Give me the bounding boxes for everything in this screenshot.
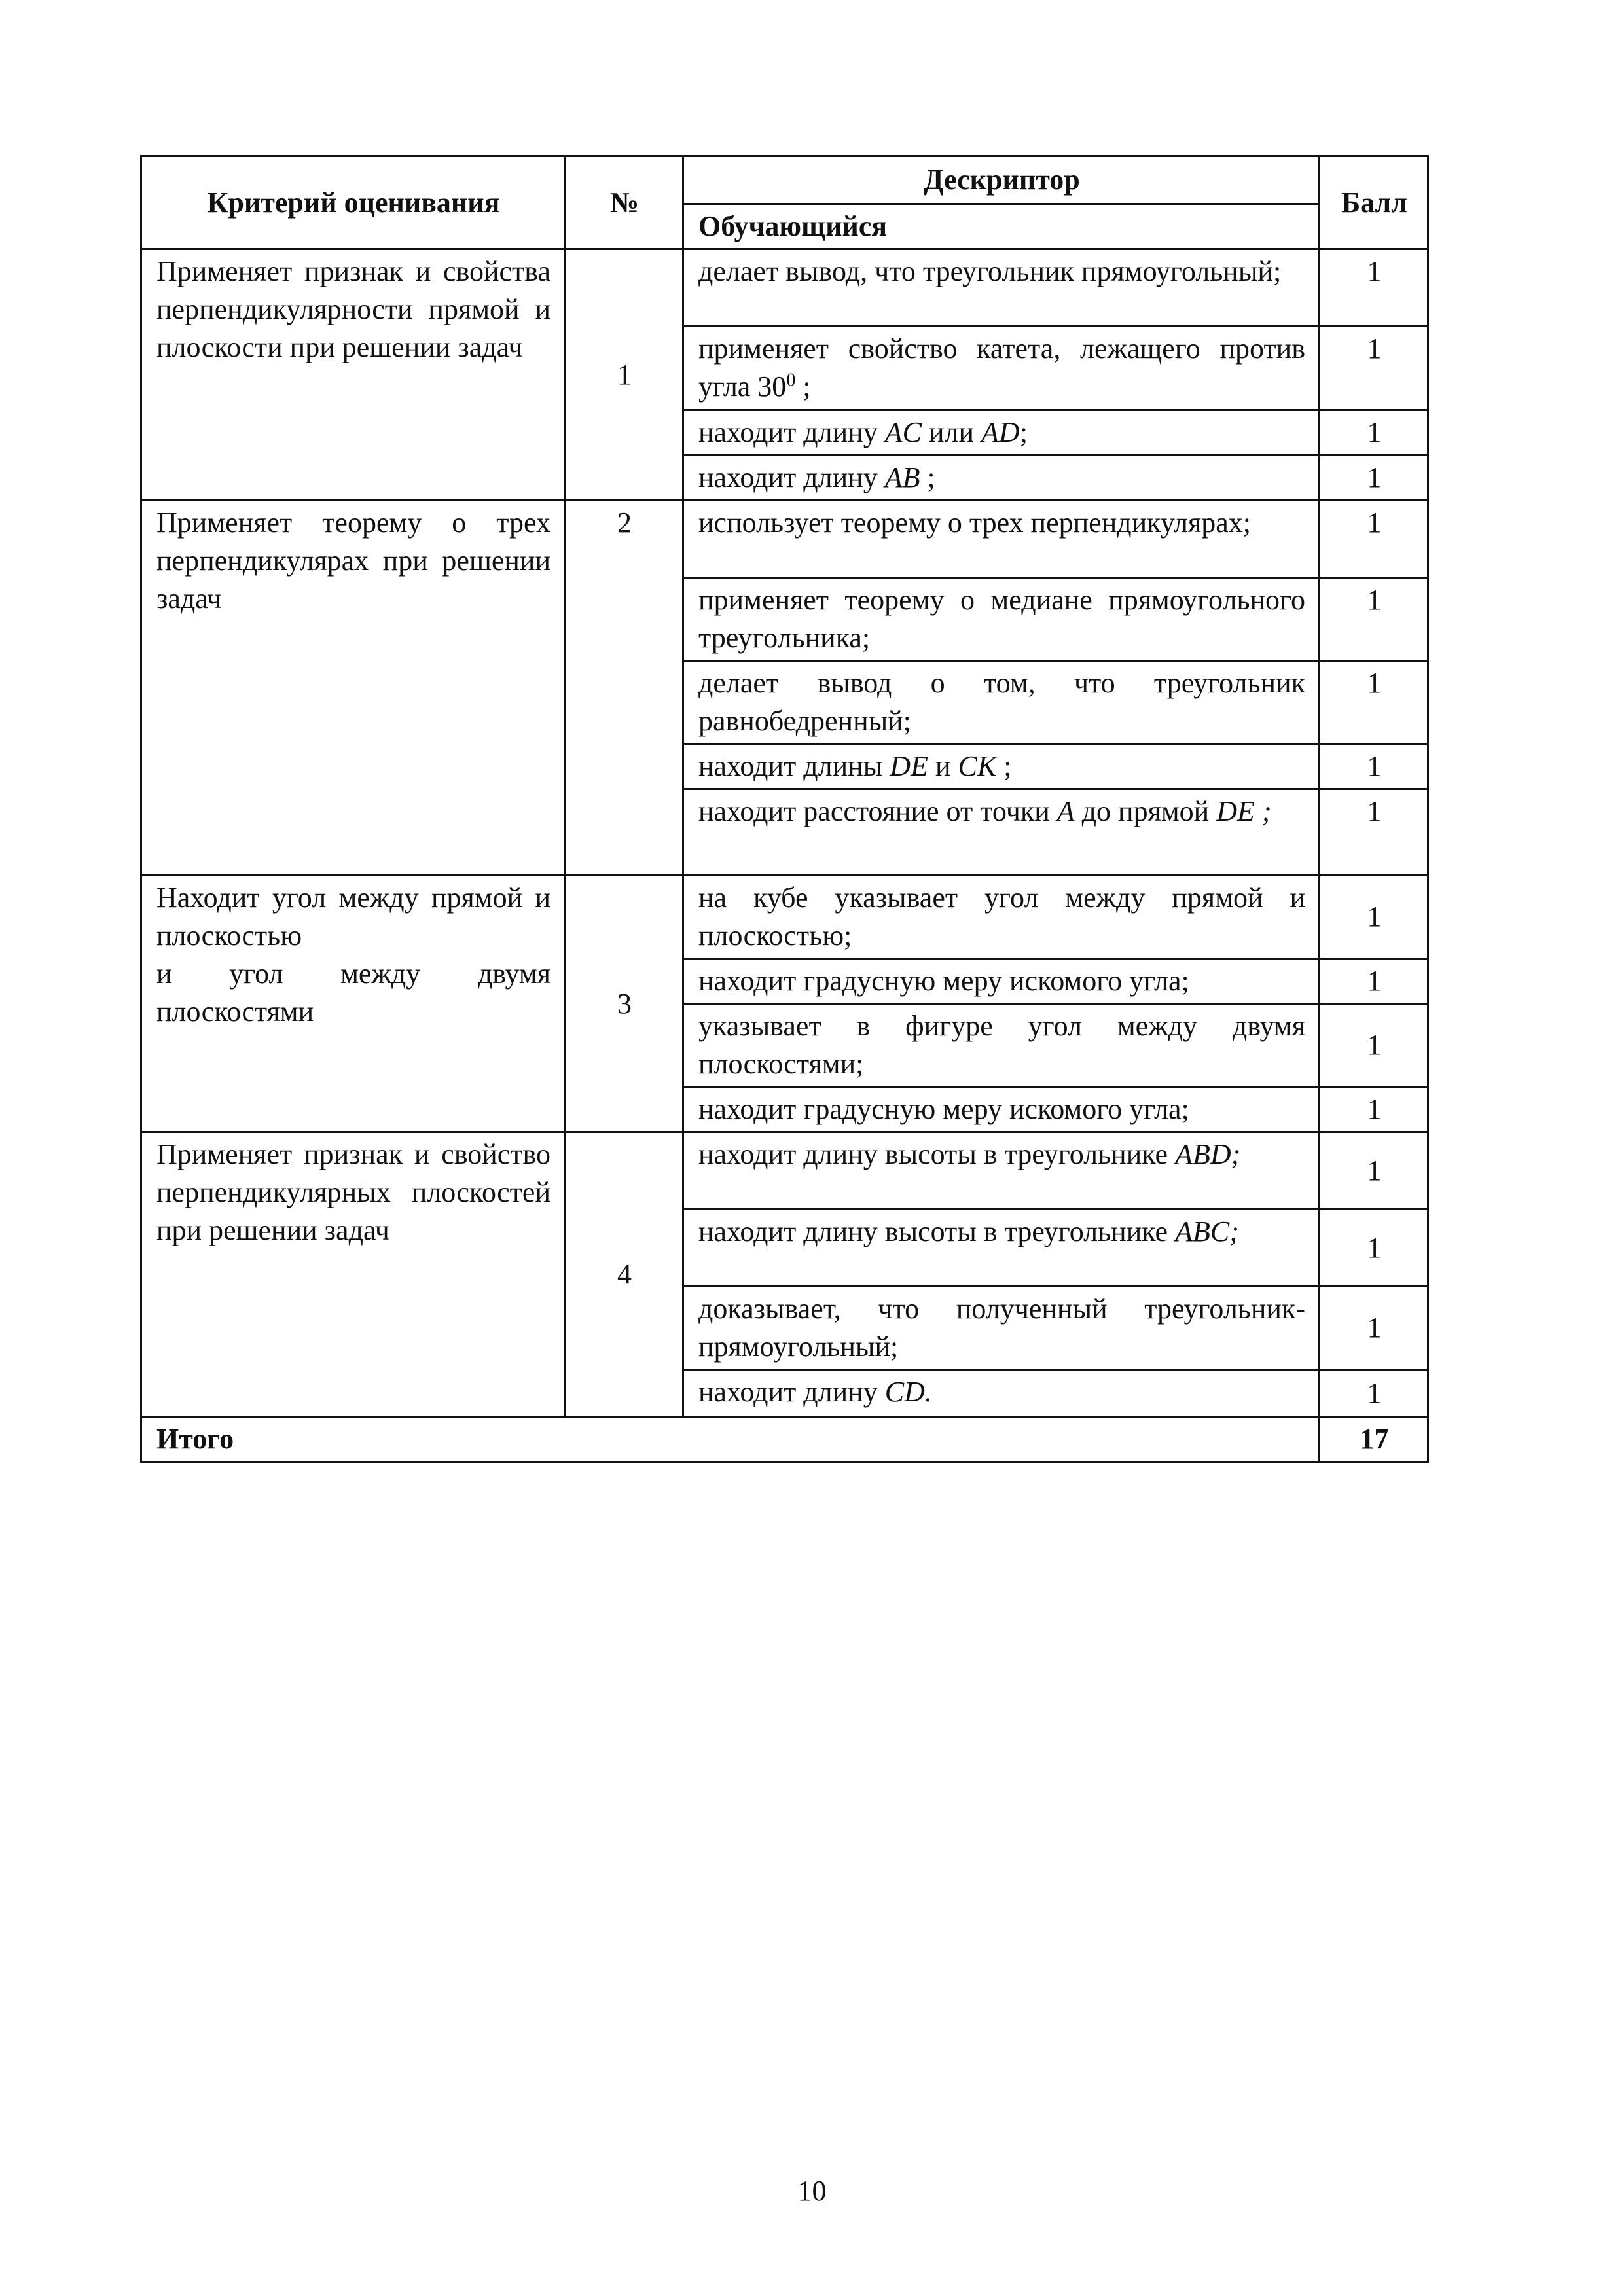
header-number: № bbox=[565, 156, 683, 249]
descriptor-4-2 bbox=[683, 1210, 1320, 1287]
descriptor-text: находит длину высоты в треугольнике bbox=[698, 1138, 1176, 1170]
descriptor-3-1: на кубе указывает угол между прямой и плоскостью; bbox=[683, 876, 1320, 959]
score-3-1: 1 bbox=[1320, 876, 1428, 959]
criterion-number-1: 1 bbox=[565, 249, 683, 501]
descriptor-text: находит длину bbox=[698, 416, 885, 448]
score-1-2: 1 bbox=[1320, 327, 1428, 410]
assessment-criteria-table bbox=[140, 155, 1429, 1463]
descriptor-4-3: доказывает, что полученный треугольник-прямоугольный; bbox=[683, 1287, 1320, 1370]
score-3-2: 1 bbox=[1320, 959, 1428, 1004]
criterion-number-3: 3 bbox=[565, 876, 683, 1132]
criterion-3-line-a: Находит угол между прямой и плоскостью bbox=[156, 882, 550, 952]
descriptor-1-1: делает вывод, что треугольник прямоугольный; bbox=[683, 249, 1320, 327]
descriptor-2-4 bbox=[683, 744, 1320, 789]
total-label: Итого bbox=[141, 1417, 1320, 1462]
score-1-1: 1 bbox=[1320, 249, 1428, 327]
descriptor-text: и bbox=[928, 750, 958, 782]
math-term: AB bbox=[884, 461, 920, 493]
descriptor-text: находит длину bbox=[698, 461, 885, 493]
descriptor-text: применяет свойство катета, лежащего против угла 30 bbox=[698, 332, 1305, 403]
total-value: 17 bbox=[1320, 1417, 1428, 1462]
header-descriptor: Дескриптор bbox=[683, 156, 1320, 204]
math-term: AC bbox=[884, 416, 922, 448]
table-row bbox=[141, 501, 1428, 578]
score-4-1: 1 bbox=[1320, 1132, 1428, 1210]
score-1-3: 1 bbox=[1320, 410, 1428, 456]
score-2-4: 1 bbox=[1320, 744, 1428, 789]
score-2-2: 1 bbox=[1320, 578, 1428, 661]
math-term: DE bbox=[890, 750, 928, 782]
descriptor-text: ; bbox=[1019, 416, 1028, 448]
math-term: ABD; bbox=[1175, 1138, 1241, 1170]
math-term: CK bbox=[958, 750, 997, 782]
score-4-3: 1 bbox=[1320, 1287, 1428, 1370]
criterion-4: Применяет признак и свойство перпендикулярных плоскостей при решении задач bbox=[141, 1132, 565, 1417]
descriptor-text: ; bbox=[920, 461, 935, 493]
descriptor-1-4 bbox=[683, 456, 1320, 501]
header-score: Балл bbox=[1320, 156, 1428, 249]
table-row bbox=[141, 876, 1428, 959]
criterion-3 bbox=[141, 876, 565, 1132]
table-row bbox=[141, 1132, 1428, 1210]
descriptor-text: до прямой bbox=[1074, 795, 1217, 827]
math-term: DE ; bbox=[1216, 795, 1272, 827]
table-row bbox=[141, 249, 1428, 327]
score-2-5: 1 bbox=[1320, 789, 1428, 876]
descriptor-4-1 bbox=[683, 1132, 1320, 1210]
descriptor-text: ; bbox=[996, 750, 1012, 782]
descriptor-1-2 bbox=[683, 327, 1320, 410]
header-learner: Обучающийся bbox=[683, 204, 1320, 249]
math-term: AD bbox=[981, 416, 1020, 448]
page-number: 10 bbox=[797, 2175, 827, 2207]
score-2-3: 1 bbox=[1320, 661, 1428, 744]
score-1-4: 1 bbox=[1320, 456, 1428, 501]
score-3-4: 1 bbox=[1320, 1087, 1428, 1132]
score-4-4: 1 bbox=[1320, 1370, 1428, 1417]
criterion-3-line-b: и угол между двумя плоскостями bbox=[156, 958, 550, 1028]
descriptor-text: находит расстояние от точки bbox=[698, 795, 1057, 827]
criterion-number-2: 2 bbox=[565, 501, 683, 876]
score-4-2: 1 bbox=[1320, 1210, 1428, 1287]
descriptor-2-3: делает вывод о том, что треугольник равнобедренный; bbox=[683, 661, 1320, 744]
score-3-3: 1 bbox=[1320, 1004, 1428, 1087]
degree-superscript: 0 bbox=[786, 370, 796, 391]
descriptor-2-2: применяет теорему о медиане прямоугольного треугольника; bbox=[683, 578, 1320, 661]
descriptor-2-1: использует теорему о трех перпендикулярах; bbox=[683, 501, 1320, 578]
descriptor-text: или bbox=[921, 416, 982, 448]
math-term: ABC; bbox=[1175, 1215, 1239, 1247]
descriptor-4-4 bbox=[683, 1370, 1320, 1417]
descriptor-text: находит длины bbox=[698, 750, 890, 782]
total-row bbox=[141, 1417, 1428, 1462]
descriptor-2-5 bbox=[683, 789, 1320, 876]
descriptor-1-3 bbox=[683, 410, 1320, 456]
descriptor-3-4: находит градусную меру искомого угла; bbox=[683, 1087, 1320, 1132]
descriptor-text: находит длину высоты в треугольнике bbox=[698, 1215, 1176, 1247]
criterion-1: Применяет признак и свойства перпендикулярности прямой и плоскости при решении задач bbox=[141, 249, 565, 501]
criterion-2: Применяет теорему о трех перпендикулярах при решении задач bbox=[141, 501, 565, 876]
header-criterion: Критерий оценивания bbox=[141, 156, 565, 249]
score-2-1: 1 bbox=[1320, 501, 1428, 578]
criterion-number-4: 4 bbox=[565, 1132, 683, 1417]
descriptor-3-3: указывает в фигуре угол между двумя плоскостями; bbox=[683, 1004, 1320, 1087]
math-term: CD. bbox=[884, 1376, 932, 1408]
descriptor-text: находит длину bbox=[698, 1376, 885, 1408]
math-term: A bbox=[1056, 795, 1075, 827]
table-header-row bbox=[141, 156, 1428, 204]
descriptor-3-2: находит градусную меру искомого угла; bbox=[683, 959, 1320, 1004]
descriptor-text: ; bbox=[795, 370, 811, 403]
